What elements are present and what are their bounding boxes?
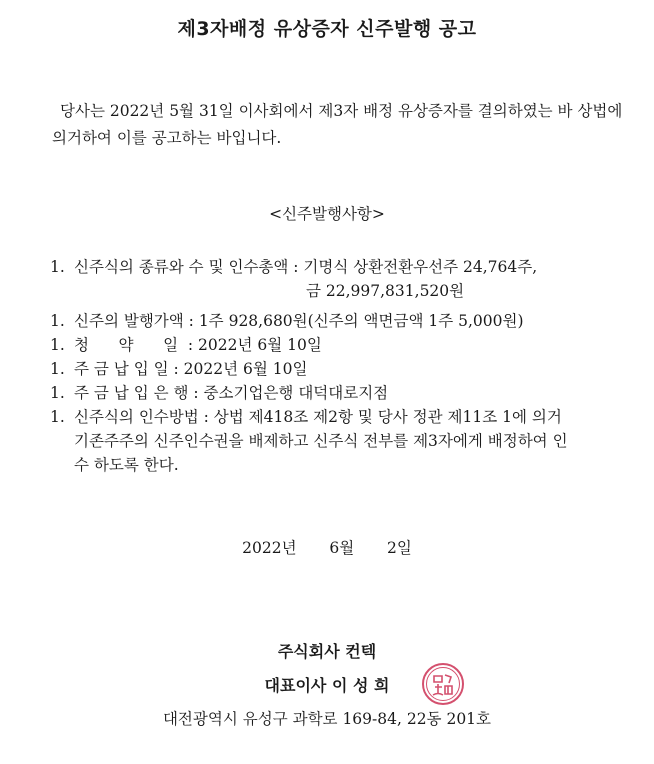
item-text: 주 금 납 입 일 : 2022년 6월 10일 — [74, 360, 308, 378]
issuance-items — [50, 255, 630, 477]
item-share-type — [50, 255, 630, 279]
item-payment-bank — [50, 381, 630, 405]
item-text: 신주식의 종류와 수 및 인수총액 : 기명식 상환전환우선주 24,764주, — [74, 258, 538, 276]
item-continuation: 금 22,997,831,520원 — [306, 282, 465, 300]
item-number: 1. — [50, 408, 65, 426]
item-text: 주 금 납 입 은 행 : 중소기업은행 대덕대로지점 — [74, 384, 389, 402]
page-title: 제3자배정 유상증자 신주발행 공고 — [177, 18, 477, 40]
item-text: 신주식의 인수방법 : 상법 제418조 제2항 및 당사 정관 제11조 1에 의거 — [74, 408, 562, 426]
item-number: 1. — [50, 336, 65, 354]
item-subscription-date — [50, 333, 630, 357]
item-number: 1. — [50, 312, 65, 330]
item-payment-date — [50, 357, 630, 381]
item-text: 수 하도록 한다. — [74, 456, 179, 474]
item-number: 1. — [50, 384, 65, 402]
company-address: 대전광역시 유성구 과학로 169-84, 22동 201호 — [162, 710, 492, 728]
section-header: <신주발행사항> — [269, 205, 385, 223]
item-acquisition-method — [50, 405, 630, 477]
corporate-seal-icon — [421, 662, 465, 706]
intro-paragraph: 당사는 2022년 5월 31일 이사회에서 제3자 배정 유상증자를 결의하였는 바 상법에 의거하여 이를 공고하는 바입니다. — [52, 102, 623, 147]
item-text: 기존주주의 신주인수권을 배제하고 신주식 전부를 제3자에게 배정하여 인 — [74, 432, 568, 450]
item-text: 신주의 발행가액 : 1주 928,680원(신주의 액면금액 1주 5,000원) — [74, 312, 524, 330]
item-text: 청 약 일 : 2022년 6월 10일 — [74, 336, 322, 354]
ceo-name: 대표이사 이 성 희 — [264, 676, 390, 695]
item-number: 1. — [50, 258, 65, 276]
item-number: 1. — [50, 360, 65, 378]
announcement-date: 2022년 6월 2일 — [242, 539, 412, 557]
item-issue-price — [50, 309, 630, 333]
company-name: 주식회사 컨텍 — [277, 642, 377, 661]
